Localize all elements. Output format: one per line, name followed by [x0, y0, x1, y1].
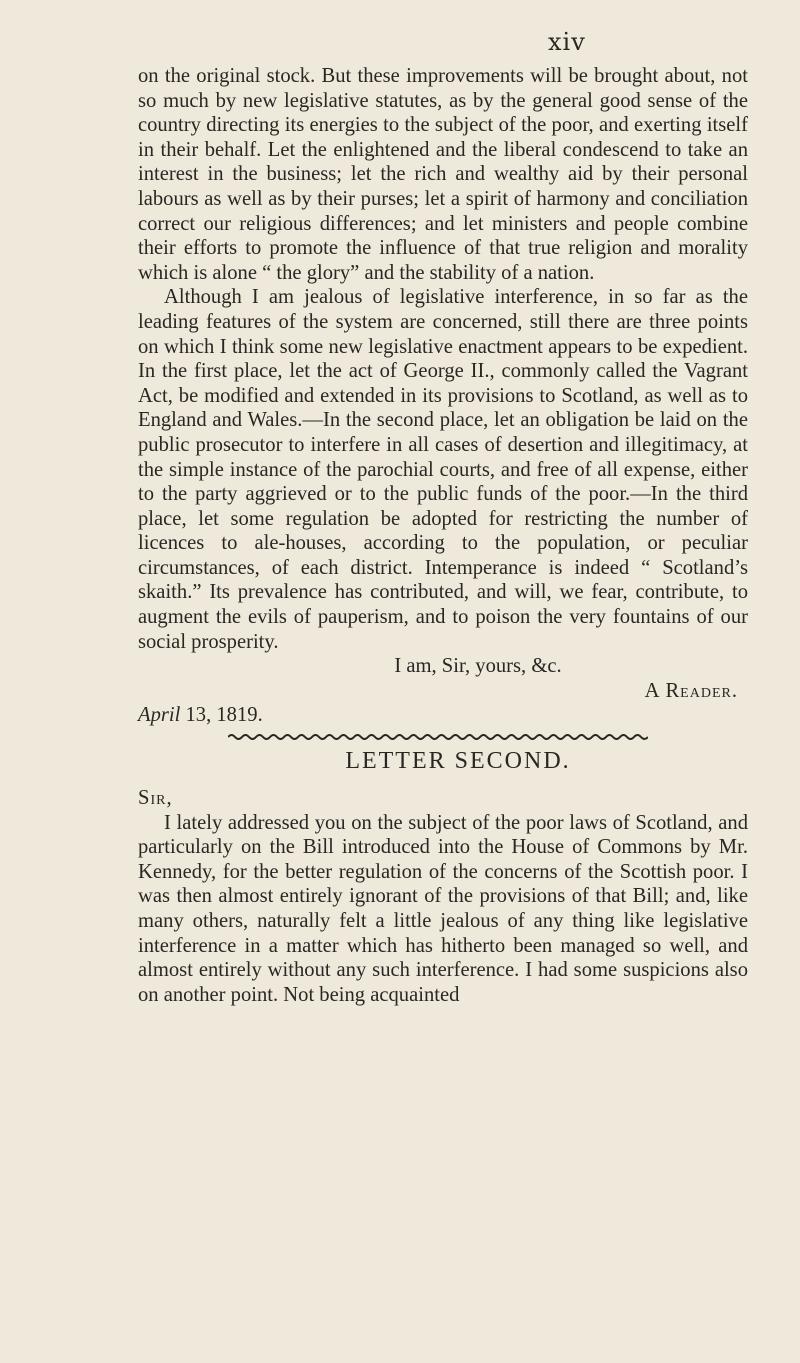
page-number: xiv [548, 28, 586, 56]
date-line [138, 703, 748, 728]
paragraph: on the original stock. But these improvements will be brought about, not so much by new legislative statutes, as by the general good sense of the country directing its energies to the subject of the poor, and exerting itself in their behalf. Let the enlightened and the liberal condescend to take an interest in the business; let the rich and wealthy aid by their personal labours as well as by their purses; let a spirit of harmony and conciliation correct our religious differences; and let ministers and people combine their efforts to promote the influence of that true religion and morality which is alone “ the glory” and the stability of a nation. [138, 65, 748, 284]
letter-one-body [138, 64, 748, 728]
date-month: April [138, 704, 181, 727]
paragraph: Although I am jealous of legislative interference, in so far as the leading features of the system are concerned, still there are three points on which I think some new legislative enactment appears to be expedient. In the first place, let the act of George II., commonly called the Vagrant Act, be modified and extended in its provisions to Scotland, as well as to England and Wales.—In the second place, let an obligation be laid on the public prosecutor to interfere in all cases of desertion and illegitimacy, at the simple instance of the parochial courts, and free of all expense, either to the party aggrieved or to the public funds of the poor.—In the third place, let some regulation be adopted for restricting the number of licences to ale-houses, according to the population, or peculiar circumstances, of each district. Intemperance is indeed “ Scotland’s skaith.” Its prevalence has contributed, and will, we fear, contribute, to augment the evils of pauperism, and to poison the very fountains of our social prosperity. [138, 286, 748, 653]
date-rest: 13, 1819. [180, 704, 263, 727]
ornamental-rule [228, 732, 648, 742]
letter-heading: LETTER SECOND. [345, 748, 571, 774]
closing-line: I am, Sir, yours, &c. [394, 655, 562, 678]
letter-two-body [138, 786, 748, 1007]
paragraph: I lately addressed you on the subject of the poor laws of Scotland, and particularly on the Bill introduced into the House of Commons by Mr. Kennedy, for the better regulation of the concerns of the Scottish poor. I was then almost entirely ignorant of the provisions of that Bill; and, like many others, naturally felt a little jealous of any thing like legislative interference in a matter which has hitherto been managed so well, and almost entirely without any such interference. I had some suspicions also on another point. Not being acquainted [138, 811, 748, 1006]
salutation: Sir, [138, 787, 173, 809]
signature: A Reader. [644, 679, 738, 702]
